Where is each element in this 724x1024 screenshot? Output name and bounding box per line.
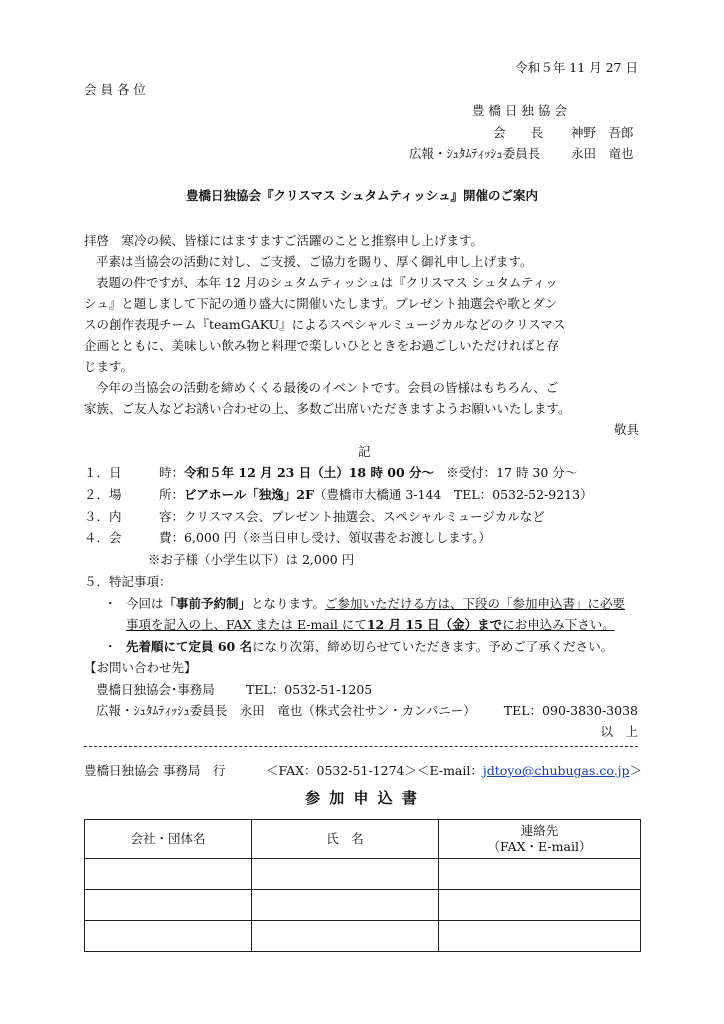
special-notes-label: ５．特記事項： xyxy=(84,574,172,589)
bracket-close: ＞ xyxy=(629,763,643,778)
form-entry-row xyxy=(85,859,641,890)
detail-fee-row xyxy=(84,532,491,545)
application-instruction: にお申込み下さい。 xyxy=(502,617,615,632)
pr-chair-tel: TEL：090-3830-3038 xyxy=(503,703,638,718)
president-name: 神野 吾郎 xyxy=(571,125,634,140)
pr-chair-contact: 広報・ｼｭﾀﾑﾃｨｯｼｭ委員長 永田 竜也（株式会社サン・カンパニー） xyxy=(96,703,476,718)
contact-cell[interactable] xyxy=(439,921,641,952)
ijo-end-marker: 以 上 xyxy=(600,724,638,739)
event-paragraph-line: じます。 xyxy=(84,359,134,374)
name-cell[interactable] xyxy=(252,859,439,890)
form-entry-row xyxy=(85,921,641,952)
application-form-table xyxy=(84,819,641,952)
return-address: 豊橋日独協会 事務局 行 xyxy=(84,763,226,778)
company-cell[interactable] xyxy=(85,859,252,890)
contact-column-header xyxy=(439,820,641,859)
application-instruction: ご参加いただける方は、下段の「参加申込書」に必要 xyxy=(325,596,626,611)
name-cell[interactable] xyxy=(252,921,439,952)
venue-name: ビアホール「独逸」2F xyxy=(184,487,314,502)
contact-cell[interactable] xyxy=(439,859,641,890)
form-header-row xyxy=(85,820,641,859)
contact-header-line2: （FAX・E-mail） xyxy=(487,839,592,854)
note-text: 今回は xyxy=(126,596,164,611)
detail-date-row xyxy=(84,467,577,480)
advance-reservation-emphasis: 「事前予約制」 xyxy=(163,596,252,611)
venue-address: （豊橋市大橋通 3-144 TEL：0532-52-9213） xyxy=(313,487,593,502)
detail-label: ３．内 容： xyxy=(84,509,185,524)
event-paragraph-line: スの創作表現チーム『teamGAKU』によるスペシャルミュージカルなどのクリスマス xyxy=(84,317,566,332)
note-capacity-line xyxy=(126,641,613,654)
recipient-line: 会 員 各 位 xyxy=(84,82,146,97)
event-paragraph-line: 表題の件ですが、本年 12 月のシュタムティッシュは『クリスマス シュタムティッ xyxy=(96,275,558,290)
contact-header-line1: 連絡先 xyxy=(520,823,559,839)
detail-label: ４．会 費： xyxy=(84,530,185,545)
cut-line-divider xyxy=(84,746,638,747)
thanks-paragraph: 平素は当協会の活動に対し、ご支援、ご協力を賜り、厚く御礼申し上げます。 xyxy=(96,254,533,269)
email-link[interactable]: jdtoyo@chubugas.co.jp xyxy=(482,763,630,778)
detail-label: ２．場 所： xyxy=(84,487,185,502)
fee-note: （※当日申し受け、領収書をお渡しします。） xyxy=(236,530,492,545)
detail-content-row xyxy=(84,511,545,524)
note-bullet: ・ xyxy=(104,639,117,654)
invitation-paragraph-line: 今年の当協会の活動を締めくくる最後のイベントです。会員の皆様はもちろん、ご xyxy=(96,380,559,395)
detail-place-row xyxy=(84,489,593,502)
document-date: 令和５年 11 月 27 日 xyxy=(515,60,638,75)
event-paragraph-line: シュ』と題しまして下記の通り盛大に開催いたします。プレゼント抽選会や歌とダン xyxy=(84,296,558,311)
contact-heading: 【お問い合わせ先】 xyxy=(84,660,197,675)
event-content: クリスマス会、プレゼント抽選会、スペシャルミュージカルなど xyxy=(184,509,545,524)
pr-chair-title: 広報・ｼｭﾀﾑﾃｨｯｼｭ委員長 xyxy=(409,146,541,161)
company-cell[interactable] xyxy=(85,921,252,952)
detail-label: １．日 時： xyxy=(84,465,185,480)
office-name: 豊橋日独協会･事務局 xyxy=(96,682,215,697)
fee-amount: 6,000 円 xyxy=(184,530,237,545)
capacity-emphasis: 先着順にて定員 60 名 xyxy=(126,639,253,654)
company-column-header: 会社・団体名 xyxy=(85,820,252,859)
note-text: になり次第、締め切らせていただきます。予めご了承ください。 xyxy=(252,639,614,654)
application-instruction: 事項を記入の上、FAX または E-mail にて xyxy=(126,617,367,632)
office-tel: TEL：0532-51-1205 xyxy=(246,682,373,697)
company-cell[interactable] xyxy=(85,890,252,921)
note-reservation-line2 xyxy=(126,619,615,632)
document-title: 豊橋日独協会『クリスマス シュタムティッシュ』開催のご案内 xyxy=(185,188,539,203)
closing-keigu: 敬具 xyxy=(613,422,639,437)
deadline-date: 12 月 15 日（金）まで xyxy=(366,617,503,632)
form-title: 参 加 申 込 書 xyxy=(305,789,419,807)
greeting-paragraph: 拝啓 寒冷の候、皆様にはますますご活躍のことと推察申し上げます。 xyxy=(84,233,484,248)
fax-number: ＜FAX：0532-51-1274＞＜E-mail： xyxy=(266,763,483,778)
name-cell[interactable] xyxy=(252,890,439,921)
name-column-header: 氏 名 xyxy=(252,820,439,859)
note-text: となります。 xyxy=(251,596,326,611)
event-paragraph-line: 企画とともに、美味しい飲み物と料理で楽しいひとときをお過ごしいただければと存 xyxy=(84,338,560,353)
org-name: 豊 橋 日 独 協 会 xyxy=(472,103,567,118)
fax-email-line xyxy=(266,765,642,778)
child-fee-note: ※お子様（小学生以下）は 2,000 円 xyxy=(148,552,355,567)
note-reservation-line1 xyxy=(126,598,625,611)
contact-cell[interactable] xyxy=(439,890,641,921)
reception-time: ※受付：17 時 30 分～ xyxy=(446,465,578,480)
pr-chair-name: 永田 竜也 xyxy=(571,146,634,161)
ki-marker: 記 xyxy=(358,444,371,459)
president-title: 会 長 xyxy=(493,125,544,140)
note-bullet: ・ xyxy=(104,596,117,611)
invitation-paragraph-line: 家族、ご友人などお誘い合わせの上、多数ご出席いただきますようお願いいたします。 xyxy=(84,401,571,416)
form-entry-row xyxy=(85,890,641,921)
event-datetime: 令和５年 12 月 23 日（土）18 時 00 分～ xyxy=(184,465,435,480)
